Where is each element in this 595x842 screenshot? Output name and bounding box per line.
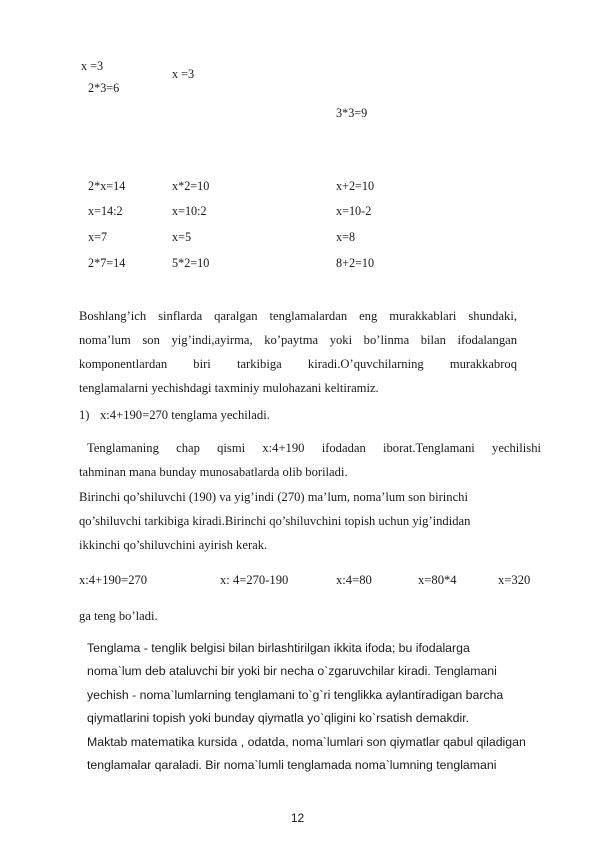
equation-line: x=5 <box>172 230 192 244</box>
equation-line: x+2=10 <box>336 179 375 193</box>
list-item-number: 1) <box>79 408 90 422</box>
definition-line: yechish - noma`lumlarning tenglamani to`g`ri tenglikka aylantiradigan barcha <box>87 688 504 702</box>
equation-check-col1: 2*3=6 <box>88 81 120 95</box>
equation-line: 2*7=14 <box>88 256 126 270</box>
equation-line: x*2=10 <box>172 179 210 193</box>
equation-top-col2: x =3 <box>172 67 195 81</box>
paragraph-line: ikkinchi qo’shiluvchini ayirish kerak. <box>79 538 268 552</box>
solution-step: x=80*4 <box>418 573 457 587</box>
definition-line: noma`lum deb ataluvchi bir yoki bir necha o`zgaruvchilar kiradi. Tenglamani <box>87 664 497 678</box>
paragraph-line: komponentlardan biri tarkibiga kiradi.O’quvchilarning murakkabroq <box>79 357 517 371</box>
page-number: 12 <box>290 811 305 825</box>
equation-line: x=8 <box>336 230 356 244</box>
solution-step: x=320 <box>498 573 531 587</box>
definition-line: qiymatlarini topish yoki bunday qiymatla yo`qligini ko`rsatish demakdir. <box>87 711 470 725</box>
paragraph-line: tahminan mana bunday munosabatlarda olib boriladi. <box>79 465 348 479</box>
equation-line: 2*x=14 <box>88 179 126 193</box>
paragraph-line: tenglamalarni yechishdagi taxminiy mulohazani keltiramiz. <box>79 381 379 395</box>
equation-line: 5*2=10 <box>172 256 210 270</box>
solution-step: x: 4=270-190 <box>220 573 289 587</box>
equation-check-col3: 3*3=9 <box>336 106 368 120</box>
solution-step: x:4+190=270 <box>79 573 148 587</box>
equation-line: x=10-2 <box>336 204 372 218</box>
list-item-text: x:4+190=270 tenglama yechiladi. <box>100 408 270 422</box>
solution-conclusion: ga teng bo’ladi. <box>79 609 158 623</box>
definition-line: tenglamalar qaraladi. Bir noma`lumli tenglamada noma`lumning tenglamani <box>87 758 497 772</box>
paragraph-line: Tenglamaning chap qismi x:4+190 ifodadan iborat.Tenglamani yechilishi <box>87 441 541 455</box>
solution-step: x:4=80 <box>336 573 372 587</box>
paragraph-line: Boshlang’ich sinflarda qaralgan tenglamalardan eng murakkablari shundaki, <box>79 309 517 323</box>
paragraph-line: qo’shiluvchi tarkibiga kiradi.Birinchi qo’shiluvchini topish uchun yig’indidan <box>79 514 471 528</box>
equation-line: x=10:2 <box>172 204 207 218</box>
definition-line: Maktab matematika kursida , odatda, noma`lumlari son qiymatlar qabul qiladigan <box>87 735 526 749</box>
equation-line: x=14:2 <box>88 204 123 218</box>
paragraph-line: noma’lum son yig’indi,ayirma, ko’paytma yoki bo’linma bilan ifodalangan <box>79 333 517 347</box>
equation-top-col1: x =3 <box>81 59 104 73</box>
equation-line: x=7 <box>88 230 108 244</box>
definition-line: Tenglama - tenglik belgisi bilan birlashtirilgan ikkita ifoda; bu ifodalarga <box>87 641 470 655</box>
paragraph-line: Birinchi qo’shiluvchi (190) va yig’indi (270) ma’lum, noma’lum son birinchi <box>79 490 468 504</box>
equation-line: 8+2=10 <box>336 256 375 270</box>
